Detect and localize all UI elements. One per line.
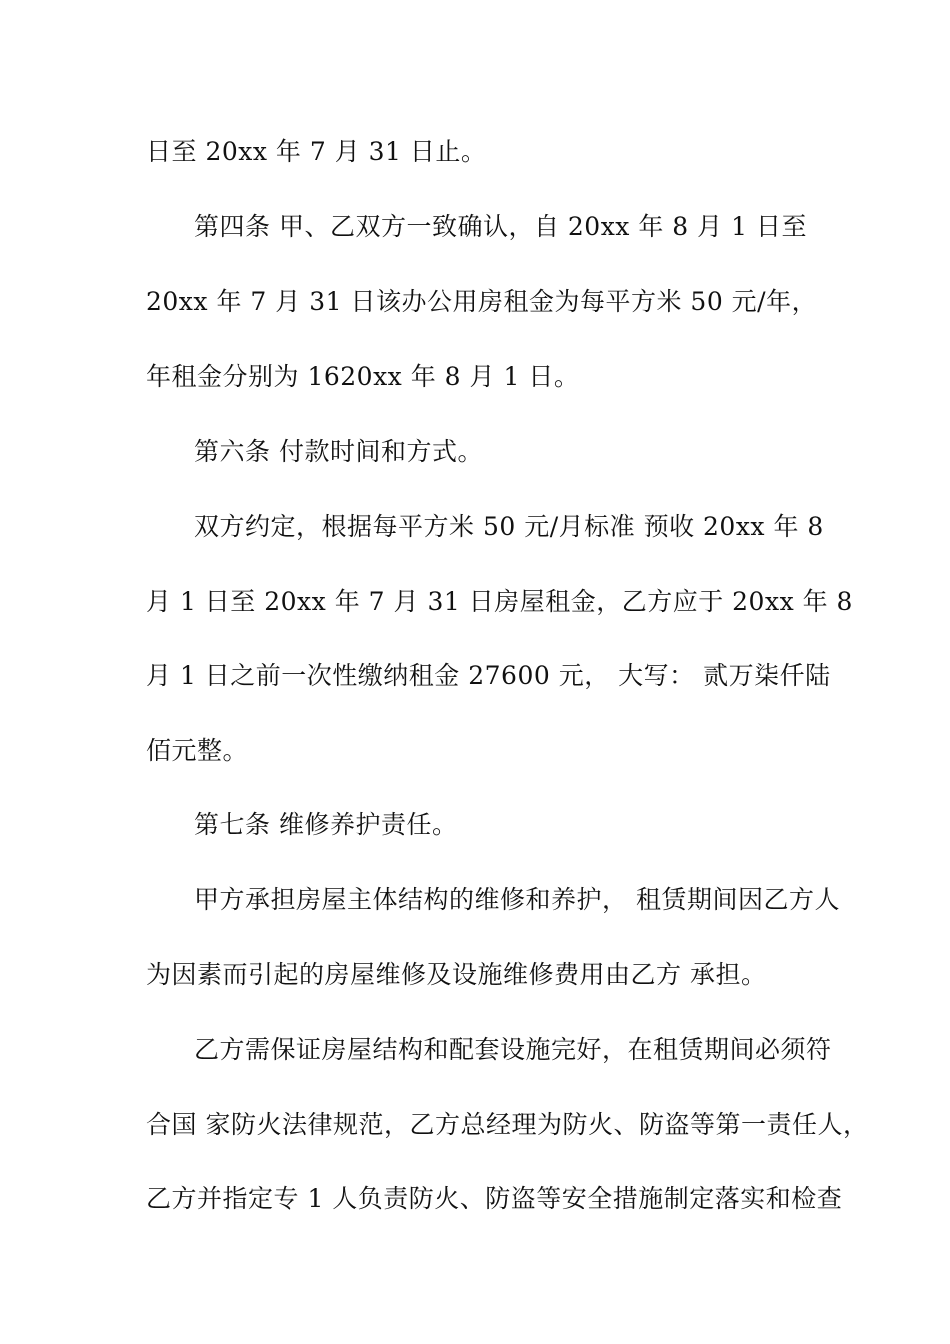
heading-article-6: 第六条 付款时间和方式。 [194,437,483,466]
paragraph-safety-line-2: 合国 家防火法律规范，乙方总经理为防火、防盗等第一责任人， [146,1110,869,1139]
paragraph-payment-line-1: 双方约定，根据每平方米 50 元/月标准 预收 20xx 年 8 [194,512,824,541]
heading-article-7: 第七条 维修养护责任。 [194,810,458,839]
paragraph-article-4-line-2: 20xx 年 7 月 31 日该办公用房租金为每平方米 50 元/年， [146,287,818,316]
paragraph-maintenance-line-2: 为因素而引起的房屋维修及设施维修费用由乙方 承担。 [146,960,767,989]
paragraph-payment-line-3: 月 1 日之前一次性缴纳租金 27600 元， 大写： 贰万柒仟陆 [146,661,831,690]
paragraph-safety-line-1: 乙方需保证房屋结构和配套设施完好，在租赁期间必须符 [194,1035,832,1064]
paragraph-maintenance-line-1: 甲方承担房屋主体结构的维修和养护， 租赁期间因乙方人 [194,885,840,914]
paragraph-article-4-line-1: 第四条 甲、乙双方一致确认，自 20xx 年 8 月 1 日至 [194,212,807,241]
text-line-1: 日至 20xx 年 7 月 31 日止。 [146,137,487,166]
paragraph-payment-line-4: 佰元整。 [146,736,249,765]
paragraph-article-4-line-3: 年租金分别为 1620xx 年 8 月 1 日。 [146,362,580,391]
paragraph-safety-line-3: 乙方并指定专 1 人负责防火、防盗等安全措施制定落实和检查 [146,1184,843,1213]
paragraph-payment-line-2: 月 1 日至 20xx 年 7 月 31 日房屋租金，乙方应于 20xx 年 8 [146,587,853,616]
